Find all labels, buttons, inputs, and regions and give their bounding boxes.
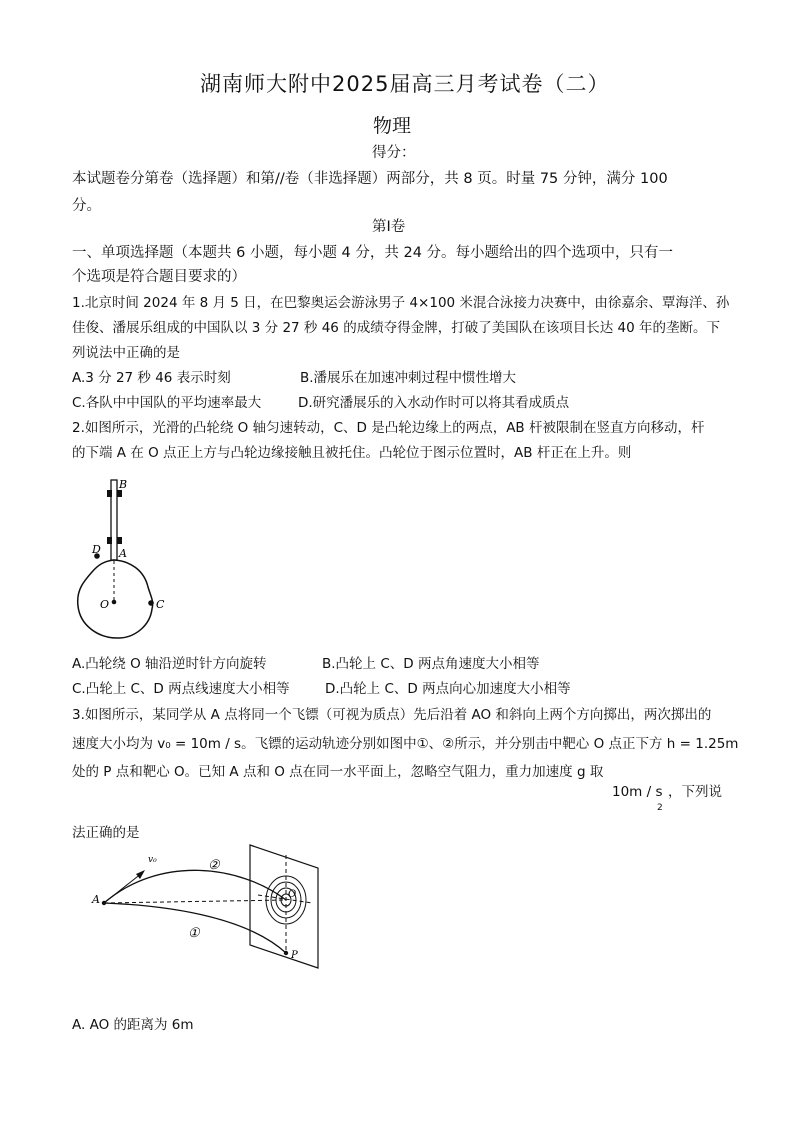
label-v0: v₀ — [148, 855, 157, 865]
q3-gravity-value: 10m / s — [612, 784, 663, 800]
q3-line-3: 处的 P 点和靶心 O。已知 A 点和 O 点在同一水平面上，忽略空气阻力，重力加速度 g 取 — [72, 764, 604, 780]
intro-line-1: 本试题卷分第卷（选择题）和第//卷（非选择题）两部分，共 8 页。时量 75 分钟，满分 100 — [72, 171, 668, 187]
q1-option-d: D.研究潘展乐的入水动作时可以将其看成质点 — [298, 395, 570, 411]
label-o: O — [100, 598, 110, 611]
q1-line-1: 1.北京时间 2024 年 8 月 5 日，在巴黎奥运会游泳男子 4×100 米混合泳接力决赛中，由徐嘉余、覃海洋、孙 — [72, 295, 730, 311]
rod-guide-lower-right — [117, 537, 122, 544]
label-c: C — [156, 598, 165, 611]
label-o: O — [288, 889, 297, 900]
label-a: A — [92, 893, 100, 906]
q3-gravity-superscript: 2 — [657, 803, 663, 813]
line-ao — [104, 900, 286, 903]
q3-line-1: 3.如图所示，某同学从 A 点将同一个飞镖（可视为质点）先后沿着 AO 和斜向上两个方向掷出，两次掷出的 — [72, 707, 712, 723]
point-o — [112, 600, 117, 605]
point-c — [148, 600, 154, 606]
intro-line-2: 分。 — [72, 198, 101, 214]
q3-line-5: 法正确的是 — [72, 825, 140, 841]
label-p: P — [291, 950, 298, 961]
velocity-arrow — [104, 873, 142, 903]
q1-option-a: A.3 分 27 秒 46 表示时刻 — [72, 370, 231, 386]
label-path-2: ② — [208, 858, 220, 873]
dart-figure — [90, 840, 330, 970]
q1-option-c: C.各队中中国队的平均速率最大 — [72, 395, 262, 411]
label-b: B — [119, 478, 128, 491]
trajectory-2 — [104, 870, 286, 903]
rod-guide-lower-left — [107, 537, 112, 544]
q2-line-1: 2.如图所示，光滑的凸轮绕 O 轴匀速转动，C、D 是凸轮边缘上的两点，AB 杆被限制在竖直方向移动，杆 — [72, 420, 705, 436]
target-board — [250, 845, 318, 968]
section-title-line-2: 个选项是符合题目要求的） — [72, 269, 246, 285]
q3-line-4-tail: ，下列说 — [668, 784, 722, 800]
point-a — [102, 901, 106, 905]
cam-outline — [78, 560, 153, 638]
q3-option-a: A. AO 的距离为 6m — [72, 1017, 194, 1033]
q3-line-2: 速度大小均为 v₀ = 10m / s。飞镖的运动轨迹分别如图中①、②所示，并分别击中靶心 O 点正下方 h = 1.25m — [72, 736, 739, 752]
q2-option-d: D.凸轮上 C、D 两点向心加速度大小相等 — [325, 681, 571, 697]
q1-option-b: B.潘展乐在加速冲刺过程中惯性增大 — [300, 370, 517, 386]
label-a: A — [119, 547, 127, 560]
label-d: D — [92, 543, 101, 556]
q2-option-b: B.凸轮上 C、D 两点角速度大小相等 — [322, 656, 540, 672]
rod-guide-upper-left — [107, 490, 112, 497]
q1-line-3: 列说法中正确的是 — [72, 345, 180, 361]
q2-option-a: A.凸轮绕 O 轴沿逆时针方向旋转 — [72, 656, 267, 672]
rod-guide-upper-right — [117, 490, 122, 497]
point-p — [284, 951, 288, 955]
q2-option-c: C.凸轮上 C、D 两点线速度大小相等 — [72, 681, 290, 697]
label-path-1: ① — [188, 926, 200, 941]
score-label: 得分： — [372, 145, 416, 161]
section-heading: 第Ⅰ卷 — [372, 219, 406, 235]
page-title: 湖南师大附中2025届高三月考试卷（二） — [200, 72, 610, 96]
velocity-arrowhead — [136, 870, 145, 879]
cam-figure — [70, 475, 180, 650]
section-title-line-1: 一、单项选择题（本题共 6 小题，每小题 4 分，共 24 分。每小题给出的四个选项中，只有一 — [72, 245, 674, 261]
q1-line-2: 佳俊、潘展乐组成的中国队以 3 分 27 秒 46 的成绩夺得金牌，打破了美国队在该项目长达 40 年的垄断。下 — [72, 320, 720, 336]
q2-line-2: 的下端 A 在 O 点正上方与凸轮边缘接触且被托住。凸轮位于图示位置时，AB 杆正在上升。则 — [72, 445, 632, 461]
subject-title: 物理 — [373, 115, 412, 137]
